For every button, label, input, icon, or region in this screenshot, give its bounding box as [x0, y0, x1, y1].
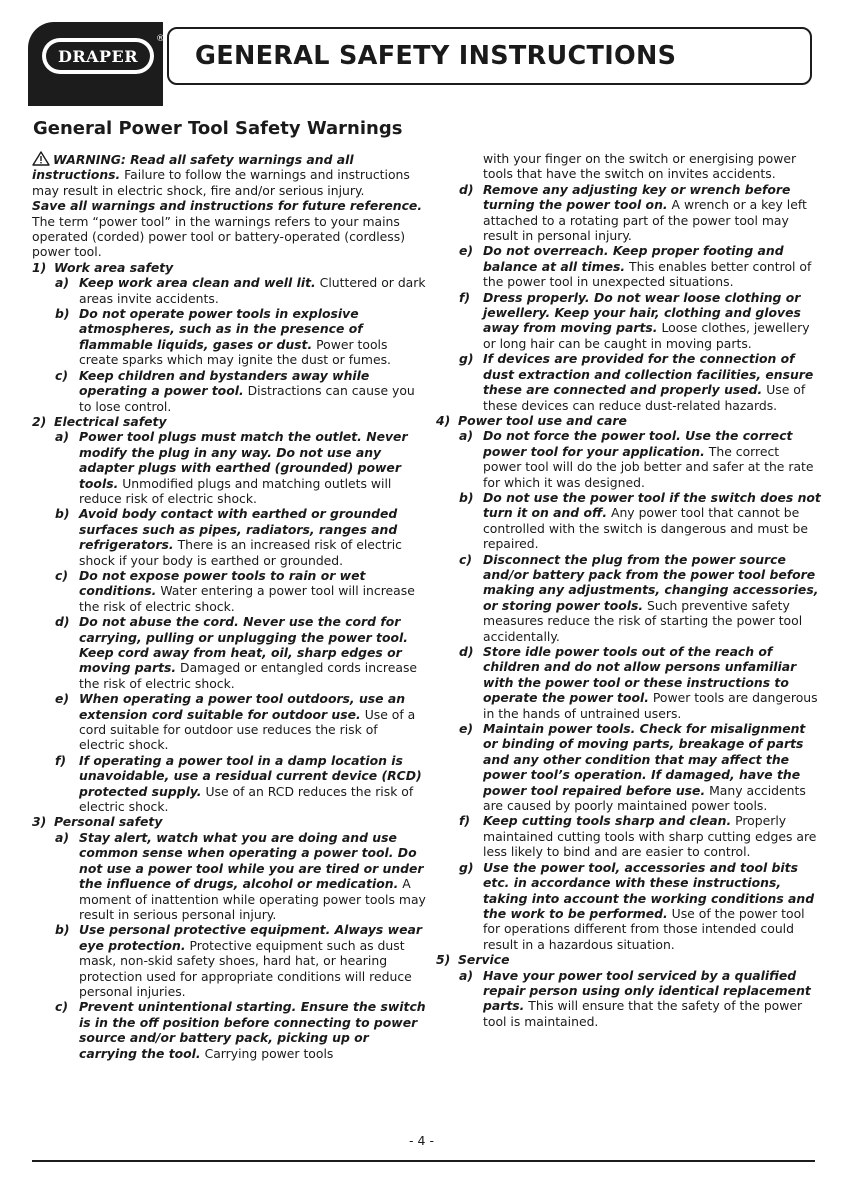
item-bold: Maintain power tools. Check for misalignment or binding of moving parts, breakage of parts and any other condition that may affect the power tool’s operation. If damaged, have the power tool repaired before use. — [483, 721, 806, 798]
item-bold: Keep cutting tools sharp and clean. — [483, 813, 732, 829]
item-text: Power tools create sparks which may ignite the dust or fumes. — [79, 336, 391, 368]
item-text: Properly maintained cutting tools with sharp cutting edges are less likely to bind and are easier to control. — [483, 813, 817, 860]
item-text: Use of a cord suitable for outdoor use reduces the risk of electric shock. — [79, 706, 416, 753]
list-item — [32, 691, 427, 753]
section-number: 5) — [436, 952, 451, 968]
section-name: Work area safety — [54, 259, 174, 275]
continuation-text: with your finger on the switch or energising power tools that have the switch on invites accidents. — [483, 151, 797, 182]
item-bold: If operating a power tool in a damp location is unavoidable, use a residual current device (RCD) protected supply. — [79, 752, 422, 799]
item-letter: f) — [459, 289, 471, 305]
item-text: There is an increased risk of electric shock if your body is earthed or grounded. — [79, 537, 402, 568]
item-bold: Prevent unintentional starting. Ensure the switch is in the off position before connecting to power source and/or battery pack, picking up or carrying the tool. — [79, 999, 426, 1061]
list-item — [32, 506, 427, 568]
item-letter: e) — [55, 691, 70, 707]
left-column — [32, 151, 427, 1061]
item-text: Many accidents are caused by poorly maintained power tools. — [483, 782, 806, 814]
item-letter: a) — [459, 967, 474, 983]
item-bold: Remove any adjusting key or wrench before turning the power tool on. — [483, 181, 791, 213]
section-number: 3) — [32, 814, 47, 830]
item-bold: Stay alert, watch what you are doing and use common sense when operating a power tool. Do not use a power tool while you are tired or under the influence of drugs, alcohol or medication. — [79, 829, 424, 892]
section-name: Personal safety — [54, 814, 163, 830]
title-banner — [167, 27, 812, 85]
list-item — [32, 568, 427, 614]
list-item — [436, 644, 821, 721]
item-bold: Use the power tool, accessories and tool bits etc. in accordance with these instructions, taking into account the working conditions and the work to be performed. — [483, 859, 815, 921]
section-title — [32, 814, 427, 829]
section-title — [32, 414, 427, 429]
list-item — [436, 968, 821, 1030]
list-item — [32, 753, 427, 815]
footer-rule — [32, 1160, 815, 1162]
item-letter: b) — [55, 506, 70, 522]
item-bold: Store idle power tools out of the reach of children and do not allow persons unfamiliar with the power tool or these instructions to operate the power tool. — [483, 644, 797, 706]
item-letter: e) — [459, 243, 474, 259]
item-text: Distractions can cause you to lose control. — [79, 383, 415, 414]
list-item — [436, 428, 821, 490]
item-letter: g) — [459, 859, 474, 875]
list-item — [32, 614, 427, 691]
item-text: This will ensure that the safety of the power tool is maintained. — [483, 998, 803, 1029]
registered-mark: ® — [156, 34, 165, 44]
item-text: Unmodified plugs and matching outlets will reduce risk of electric shock. — [79, 475, 392, 506]
item-text: Loose clothes, jewellery or long hair can be caught in moving parts. — [483, 320, 810, 351]
personal-safety-continued — [436, 182, 821, 413]
list-item — [32, 922, 427, 999]
item-bold: Avoid body contact with earthed or grounded surfaces such as pipes, radiators, ranges and refrigerators. — [79, 506, 398, 553]
list-item — [436, 290, 821, 352]
item-bold: When operating a power tool outdoors, use an extension cord suitable for outdoor use. — [79, 691, 406, 722]
list-item — [436, 182, 821, 244]
list-item — [436, 860, 821, 952]
list-item — [436, 721, 821, 813]
item-letter: a) — [55, 829, 70, 845]
item-letter: g) — [459, 351, 474, 367]
item-text: Power tools are dangerous in the hands of untrained users. — [483, 690, 818, 721]
item-bold: Do not expose power tools to rain or wet conditions. — [79, 567, 366, 599]
item-bold: Keep work area clean and well lit. — [79, 275, 316, 291]
logo-text: DRAPER — [57, 46, 139, 66]
list-item — [436, 813, 821, 859]
section-number: 4) — [436, 412, 451, 428]
section-heading: General Power Tool Safety Warnings — [33, 118, 403, 139]
list-item — [436, 351, 821, 413]
item-bold: Do not operate power tools in explosive atmospheres, such as in the presence of flammable liquids, gases or dust. — [79, 306, 363, 352]
item-text: Use of these devices can reduce dust-related hazards. — [483, 382, 806, 413]
item-bold: Use personal protective equipment. Always wear eye protection. — [79, 922, 422, 953]
page-title: GENERAL SAFETY INSTRUCTIONS — [195, 41, 677, 71]
item-text: Damaged or entangled cords increase the risk of electric shock. — [79, 660, 418, 691]
section-title — [436, 952, 821, 967]
item-letter: c) — [55, 567, 69, 583]
item-letter: a) — [55, 275, 70, 291]
list-item — [32, 830, 427, 922]
warning-text: Failure to follow the warnings and instructions may result in electric shock, fire and/or serious injury. — [32, 167, 410, 198]
list-item — [32, 275, 427, 306]
logo-badge — [42, 38, 154, 74]
item-bold: Disconnect the plug from the power source and/or battery pack from the power tool before making any adjustments, changing accessories, or storing power tools. — [483, 551, 819, 613]
item-letter: f) — [459, 813, 471, 829]
section-title — [32, 260, 427, 275]
page-number: - 4 - — [409, 1133, 434, 1148]
item-bold: Do not abuse the cord. Never use the cord for carrying, pulling or unplugging the power tool. Keep cord away from heat, oil, sharp edges or moving parts. — [79, 614, 408, 676]
item-text: Such preventive safety measures reduce the risk of starting the power tool accidentally. — [483, 597, 803, 644]
item-bold: Have your power tool serviced by a qualified repair person using only identical replacement parts. — [483, 967, 811, 1014]
item-letter: c) — [459, 551, 473, 567]
item-letter: d) — [55, 614, 70, 630]
list-item — [32, 306, 427, 368]
item-bold: Do not force the power tool. Use the correct power tool for your application. — [483, 428, 793, 459]
list-item — [436, 490, 821, 552]
warning-triangle-icon — [32, 151, 50, 166]
item-text: Water entering a power tool will increase the risk of electric shock. — [79, 583, 415, 614]
section-name: Service — [458, 952, 510, 968]
item-bold: Keep children and bystanders away while operating a power tool. — [79, 367, 370, 399]
item-bold: Power tool plugs must match the outlet. Never modify the plug in any way. Do not use any adapter plugs with earthed (grounded) power tools. — [79, 429, 408, 491]
item-text: Carrying power tools — [200, 1045, 334, 1061]
item-text: A moment of inattention while operating power tools may result in serious personal injury. — [79, 876, 426, 922]
section-title — [436, 413, 821, 428]
warning-bold: WARNING: Read all safety warnings and all instructions. — [32, 152, 354, 183]
item-text: Use of an RCD reduces the risk of electric shock. — [79, 783, 414, 815]
list-item — [32, 368, 427, 414]
list-item — [436, 552, 821, 644]
section-name: Power tool use and care — [458, 412, 627, 428]
section-name: Electrical safety — [54, 413, 167, 429]
item-bold: Do not use the power tool if the switch does not turn it on and off. — [483, 489, 821, 521]
item-letter: b) — [55, 922, 70, 938]
right-column — [436, 151, 821, 1029]
item-text: Use of the power tool for operations different from those intended could result in a hazardous situation. — [483, 905, 805, 952]
item-letter: c) — [55, 367, 69, 383]
item-text: Any power tool that cannot be controlled with the switch is dangerous and must be repaired. — [483, 505, 809, 552]
item-bold: Dress properly. Do not wear loose clothing or jewellery. Keep your hair, clothing and gloves away from moving parts. — [483, 289, 801, 336]
brand-logo — [28, 22, 163, 106]
item-letter: a) — [459, 428, 474, 444]
save-instructions: Save all warnings and instructions for future reference. — [32, 198, 423, 214]
section-number: 2) — [32, 413, 47, 429]
item-letter: d) — [459, 644, 474, 659]
item-letter: b) — [459, 489, 474, 505]
item-letter: c) — [55, 999, 69, 1015]
item-letter: f) — [55, 752, 67, 768]
item-text: A wrench or a key left attached to a rotating part of the power tool may result in personal injury. — [483, 197, 807, 244]
logo-badge-inner — [46, 42, 150, 70]
item-letter: a) — [55, 429, 70, 445]
item-text: Cluttered or dark areas invite accidents. — [79, 275, 426, 306]
item-letter: b) — [55, 306, 70, 322]
list-item — [32, 999, 427, 1061]
section-number: 1) — [32, 259, 47, 275]
warning-paragraph — [32, 151, 427, 198]
item-bold: If devices are provided for the connection of dust extraction and collection facilities, ensure these are connected and properly used. — [483, 351, 814, 398]
item-text: The correct power tool will do the job better and safer at the rate for which it was designed. — [483, 443, 814, 490]
list-item — [32, 429, 427, 506]
item-bold: Do not overreach. Keep proper footing and balance at all times. — [483, 243, 784, 274]
left-sections — [32, 260, 427, 1061]
term-paragraph: The term “power tool” in the warnings refers to your mains operated (corded) power tool or battery-operated (cordless) power tool. — [32, 213, 406, 260]
list-item — [436, 243, 821, 289]
right-sections — [436, 413, 821, 1029]
item-letter: d) — [459, 181, 474, 197]
item-letter: e) — [459, 721, 474, 737]
item-text: This enables better control of the power tool in unexpected situations. — [483, 258, 812, 290]
item-text: Protective equipment such as dust mask, non-skid safety shoes, hard hat, or hearing protection used for appropriate conditions will reduce personal injuries. — [79, 937, 412, 999]
